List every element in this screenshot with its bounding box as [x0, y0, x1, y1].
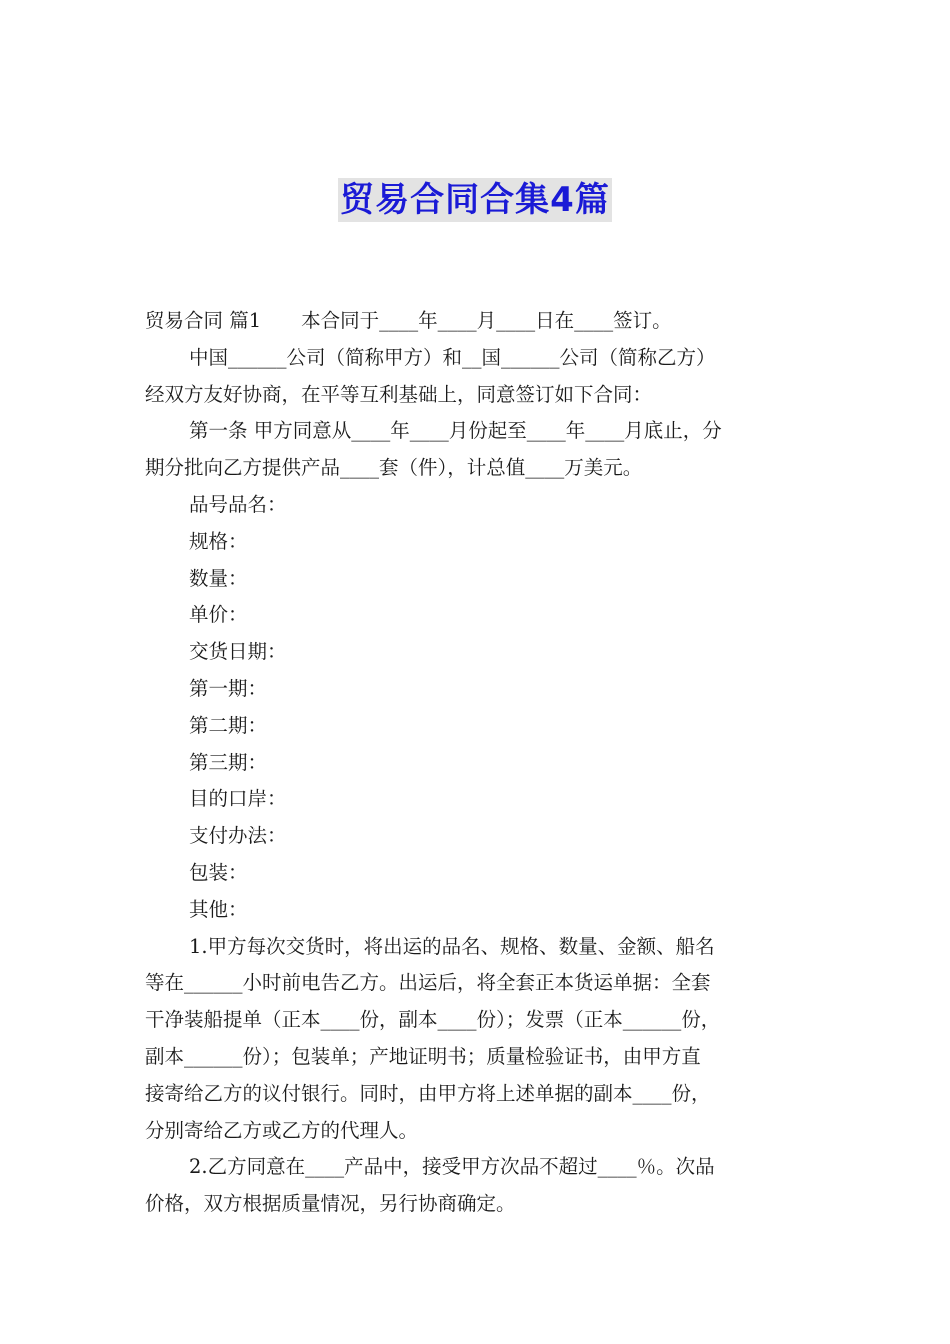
field-label-line: 第二期： [189, 713, 268, 737]
field-label-line: 交货日期： [189, 640, 287, 664]
field-label-line: 第三期： [189, 750, 268, 774]
paragraph-line: 期分批向乙方提供产品____套（件），计总值____万美元。 [145, 456, 643, 480]
paragraph-line: 经双方友好协商，在平等互利基础上，同意签订如下合同： [145, 382, 653, 406]
field-label-line: 其他： [189, 897, 248, 921]
paragraph-line: 等在______小时前电告乙方。出运后，将全套正本货运单据：全套 [145, 971, 711, 995]
paragraph-text: 本合同于____年____月____日在____签订。 [301, 309, 672, 332]
section-label: 贸易合同 篇1 [145, 309, 262, 332]
paragraph-line: 2.乙方同意在____产品中，接受甲方次品不超过____％。次品 [189, 1155, 715, 1179]
field-label-line: 单价： [189, 603, 248, 627]
document-body [145, 303, 815, 1223]
title-block [0, 178, 950, 222]
paragraph-line: 副本______份）；包装单；产地证明书；质量检验证书，由甲方直 [145, 1044, 701, 1068]
paragraph-line: 中国______公司（简称甲方）和__国______公司（简称乙方） [189, 345, 716, 369]
paragraph-line: 干净装船提单（正本____份，副本____份）；发票（正本______份， [145, 1008, 721, 1032]
field-label-line: 第一期： [189, 676, 268, 700]
field-label-line: 目的口岸： [189, 787, 287, 811]
document-title: 贸易合同合集4篇 [340, 180, 610, 220]
field-label-line: 支付办法： [189, 824, 287, 848]
field-label-line: 数量： [189, 566, 248, 590]
contract-heading-line [145, 303, 815, 340]
paragraph-line: 1.甲方每次交货时，将出运的品名、规格、数量、金额、船名 [189, 934, 715, 958]
field-label-line: 包装： [189, 860, 248, 884]
paragraph-line: 第一条 甲方同意从____年____月份起至____年____月底止，分 [189, 419, 722, 443]
field-label-line: 品号品名： [189, 492, 287, 516]
paragraph-line: 接寄给乙方的议付银行。同时，由甲方将上述单据的副本____份， [145, 1081, 711, 1105]
paragraph-line: 价格，双方根据质量情况，另行协商确定。 [145, 1192, 516, 1216]
field-label-line: 规格： [189, 529, 248, 553]
paragraph-line: 分别寄给乙方或乙方的代理人。 [145, 1118, 419, 1142]
